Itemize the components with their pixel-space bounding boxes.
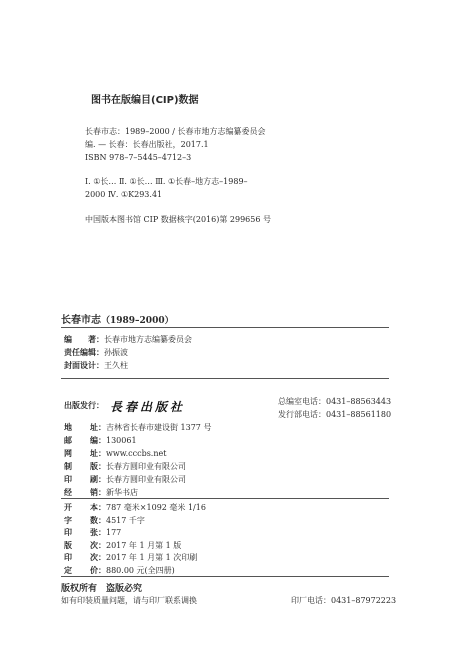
credit-cover (64, 360, 128, 371)
credit-cover-value: 王久柱 (104, 361, 128, 370)
credit-author-value: 长春市地方志编纂委员会 (104, 335, 192, 344)
specs-value: 880.00 元(全四册) (106, 565, 175, 575)
specs-label: 定 (64, 564, 72, 575)
details-value: 130061 (106, 436, 137, 445)
details-label: 印 (64, 474, 72, 484)
specs-row (64, 515, 145, 526)
details-row (64, 448, 166, 459)
book-title-name: 长春市志 (61, 315, 101, 326)
divider-details (61, 498, 389, 499)
specs-label: 开 (64, 502, 72, 512)
specs-label-suffix: 价： (90, 564, 106, 575)
details-label-suffix: 销： (90, 487, 106, 497)
divider-credits (61, 378, 389, 379)
quality-notice: 如有印装质量问题，请与印厂联系调换 (61, 596, 197, 605)
details-label-suffix: 编： (90, 435, 106, 445)
specs-row (64, 540, 181, 551)
credit-editor-value: 孙振波 (104, 348, 128, 357)
details-label: 网 (64, 448, 72, 458)
details-label: 制 (64, 461, 72, 471)
specs-value: 177 (106, 528, 122, 537)
book-title (61, 311, 174, 326)
divider-specs (61, 576, 389, 577)
details-label-suffix: 刷： (90, 474, 106, 484)
specs-label-suffix: 本： (90, 502, 106, 512)
details-row (64, 435, 137, 446)
book-title-years: （1989–2000） (101, 316, 174, 326)
publisher-label-text: 出版发行： (64, 400, 104, 410)
divider-top (61, 327, 389, 328)
specs-label-suffix: 数： (90, 514, 106, 525)
details-value: 新华书店 (106, 488, 138, 497)
copyright: 版权所有 盗版必究 (61, 584, 143, 594)
phone-distribution: 发行部电话：0431–88561180 (278, 410, 392, 419)
specs-row (64, 552, 197, 563)
specs-row (64, 565, 175, 576)
specs-value: 787 毫米×1092 毫米 1/16 (106, 503, 206, 512)
specs-value: 2017 年 1 月第 1 次印刷 (106, 553, 198, 562)
specs-label: 版 (64, 539, 72, 550)
details-row (64, 487, 138, 498)
print-phone: 印厂电话：0431–87972223 (291, 596, 397, 605)
specs-label: 字 (64, 514, 72, 525)
publisher-label (64, 400, 104, 411)
details-label: 邮 (64, 435, 72, 445)
credit-author (64, 334, 192, 345)
cip-line-1: 长春市志：1989–2000 / 长春市地方志编纂委员会 (85, 127, 266, 136)
details-value: 长春方圆印业有限公司 (106, 475, 186, 484)
cip-classification-1: Ⅰ. ①长… Ⅱ. ①长… Ⅲ. ①长春–地方志–1989– (85, 177, 248, 186)
details-label-suffix: 址： (90, 448, 106, 458)
specs-label-suffix: 次： (90, 539, 106, 550)
details-label-suffix: 址： (90, 422, 106, 432)
details-label: 经 (64, 487, 72, 497)
cip-title: 图书在版编目(CIP)数据 (91, 95, 199, 106)
credit-editor (64, 347, 128, 358)
credit-editor-label: 责任编辑： (64, 347, 104, 357)
details-value: 长春方圆印业有限公司 (106, 462, 186, 471)
specs-label: 印 (64, 527, 72, 537)
cip-data-note: 中国版本图书馆 CIP 数据核字(2016)第 299656 号 (85, 215, 271, 224)
specs-label-suffix: 次： (90, 552, 106, 562)
cip-isbn: ISBN 978–7–5445–4712–3 (85, 153, 192, 162)
details-label: 地 (64, 422, 72, 432)
details-row (64, 422, 211, 433)
specs-value: 2017 年 1 月第 1 版 (106, 540, 182, 550)
specs-row (64, 527, 121, 538)
details-value: www.cccbs.net (106, 449, 167, 458)
specs-label: 印 (64, 552, 72, 562)
phone-editorial: 总编室电话：0431–88563443 (278, 397, 392, 406)
cip-line-2: 编. — 长春：长春出版社，2017.1 (85, 140, 209, 149)
credit-cover-label: 封面设计： (64, 360, 104, 370)
cip-classification-2: 2000 Ⅳ. ①K293.41 (85, 190, 163, 199)
specs-label-suffix: 张： (90, 527, 106, 537)
specs-row (64, 502, 206, 513)
details-value: 吉林省长春市建设街 1377 号 (106, 423, 212, 432)
publisher-logo: 長春出版社 (110, 400, 186, 414)
specs-value: 4517 千字 (106, 515, 145, 525)
details-label-suffix: 版： (90, 461, 106, 471)
credit-author-label: 编 著： (64, 334, 104, 344)
details-row (64, 474, 186, 485)
details-row (64, 461, 186, 472)
